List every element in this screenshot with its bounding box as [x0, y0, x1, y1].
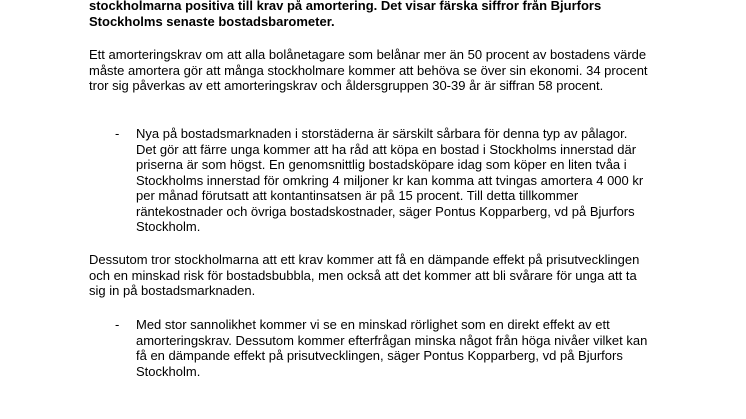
body-paragraph-2: Dessutom tror stockholmarna att ett krav kommer att få en dämpande effekt på prisutvecklingen och en minskad risk för bostadsbubbla, men också att det kommer att bli svårare för unga att ta sig in på bostadsmarknaden.	[89, 252, 640, 298]
body-paragraph-1: Ett amorteringskrav om att alla bolånetagare som belånar mer än 50 procent av bostadens värde måste amortera gör att många stockholmare kommer att behöva se över sin ekonomi. 34 procent tror sig påverkas av ett amorteringskrav och åldersgruppen 30-39 år är siffran 58 procent.	[89, 47, 648, 93]
dash-bullet: -	[115, 126, 120, 141]
quote-text-2: Med stor sannolikhet kommer vi se en minskad rörlighet som en direkt effekt av ett amorteringskrav. Dessutom kommer efterfrågan minska något från höga nivåer vilket kan få en dämpande effekt på prisutvecklingen, säger Pontus Kopparberg, vd på Bjurfors Stockholm.	[136, 317, 648, 379]
dash-bullet: -	[115, 317, 120, 332]
lead-paragraph: stockholmarna positiva till krav på amortering. Det visar färska siffror från Bjurfors Stockholms senaste bostadsbarometer.	[89, 0, 602, 29]
quote-text-1: Nya på bostadsmarknaden i storstäderna är särskilt sårbara för denna typ av pålagor. Det gör att färre unga kommer att ha råd att köpa en bostad i Stockholms innerstad där priserna är som högst. En genomsnittlig bostadsköpare idag som köper en liten tvåa i Stockholms innerstad för omkring 4 miljoner kr kan komma att tvingas amortera 4 000 kr per månad förutsatt att kontantinsatsen är på 15 procent. Till detta tillkommer räntekostnader och övriga bostadskostnader, säger Pontus Kopparberg, vd på Bjurfors Stockholm.	[136, 126, 644, 234]
